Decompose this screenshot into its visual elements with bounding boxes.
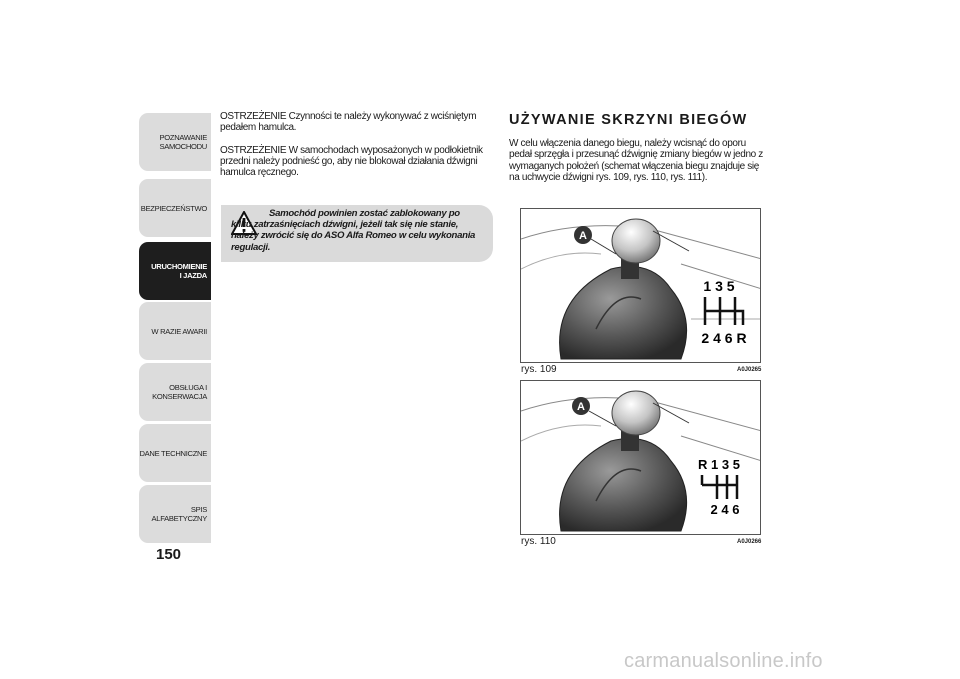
gearbox-paragraph: W celu włączenia danego biegu, należy wcisnąć do oporu pedał sprzęgła i przesunąć dźwignię zmiany biegów w jedno z wymaganych położeń (schemat włączenia biegu znajduje się na uchwycie dźwigni rys. 109, rys. 110, rys. 111).: [509, 138, 763, 183]
figure-caption-109: rys. 109: [521, 364, 557, 375]
tab-dane-techniczne[interactable]: DANE TECHNICZNE: [139, 424, 211, 482]
tab-poznawanie-samochodu[interactable]: POZNAWANIE SAMOCHODU: [139, 113, 211, 171]
figure-caption-110: rys. 110: [521, 536, 556, 547]
tab-obsluga-i-konserwacja[interactable]: OBSŁUGA I KONSERWACJA: [139, 363, 211, 421]
page-number: 150: [156, 546, 182, 563]
gear-pattern-top-row: 1 3 5: [703, 278, 735, 294]
caution-paragraph-2: OSTRZEŻENIE W samochodach wyposażonych w podłokietnik przedni należy podnieść go, aby nie blokował działania dźwigni hamulca ręcznego.: [220, 144, 483, 179]
left-column: [220, 111, 495, 189]
marker-a-label: A: [579, 230, 587, 242]
tab-spis-alfabetyczny[interactable]: SPIS ALFABETYCZNY: [139, 485, 211, 543]
tab-w-razie-awarii[interactable]: W RAZIE AWARII: [139, 302, 211, 360]
figure-code-109: A0J0265: [737, 367, 762, 373]
gear-pattern-bottom-row: 2 4 6: [710, 502, 740, 517]
figure-gear-lever-110: [520, 380, 761, 535]
gear-lever-illustration-reverse: [521, 381, 761, 535]
tab-uruchomienie-i-jazda[interactable]: URUCHOMIENIE I JAZDA: [139, 242, 211, 300]
figure-code-110: A0J0266: [737, 539, 762, 545]
gear-pattern-bottom-row: 2 4 6 R: [701, 330, 747, 346]
tab-bezpieczenstwo[interactable]: BEZPIECZEŃSTWO: [139, 179, 211, 237]
watermark: carmanualsonline.info: [624, 650, 823, 672]
figure-gear-lever-109: [520, 208, 761, 363]
warning-text: Samochód powinien zostać zablokowany po kilku zatrzaśnięciach dźwigni, jeżeli tak się nie stanie, należy zwrócić się do ASO Alfa Romeo w celu wykonania regulacji.: [231, 208, 476, 253]
section-title: UŻYWANIE SKRZYNI BIEGÓW: [509, 112, 748, 128]
marker-a-label: A: [577, 401, 585, 413]
caution-paragraph-1: OSTRZEŻENIE Czynności te należy wykonywać z wciśniętym pedałem hamulca.: [220, 111, 477, 134]
gear-lever-illustration: [521, 209, 761, 363]
warning-box: [221, 205, 493, 262]
gear-pattern-top-row: R 1 3 5: [698, 457, 740, 472]
